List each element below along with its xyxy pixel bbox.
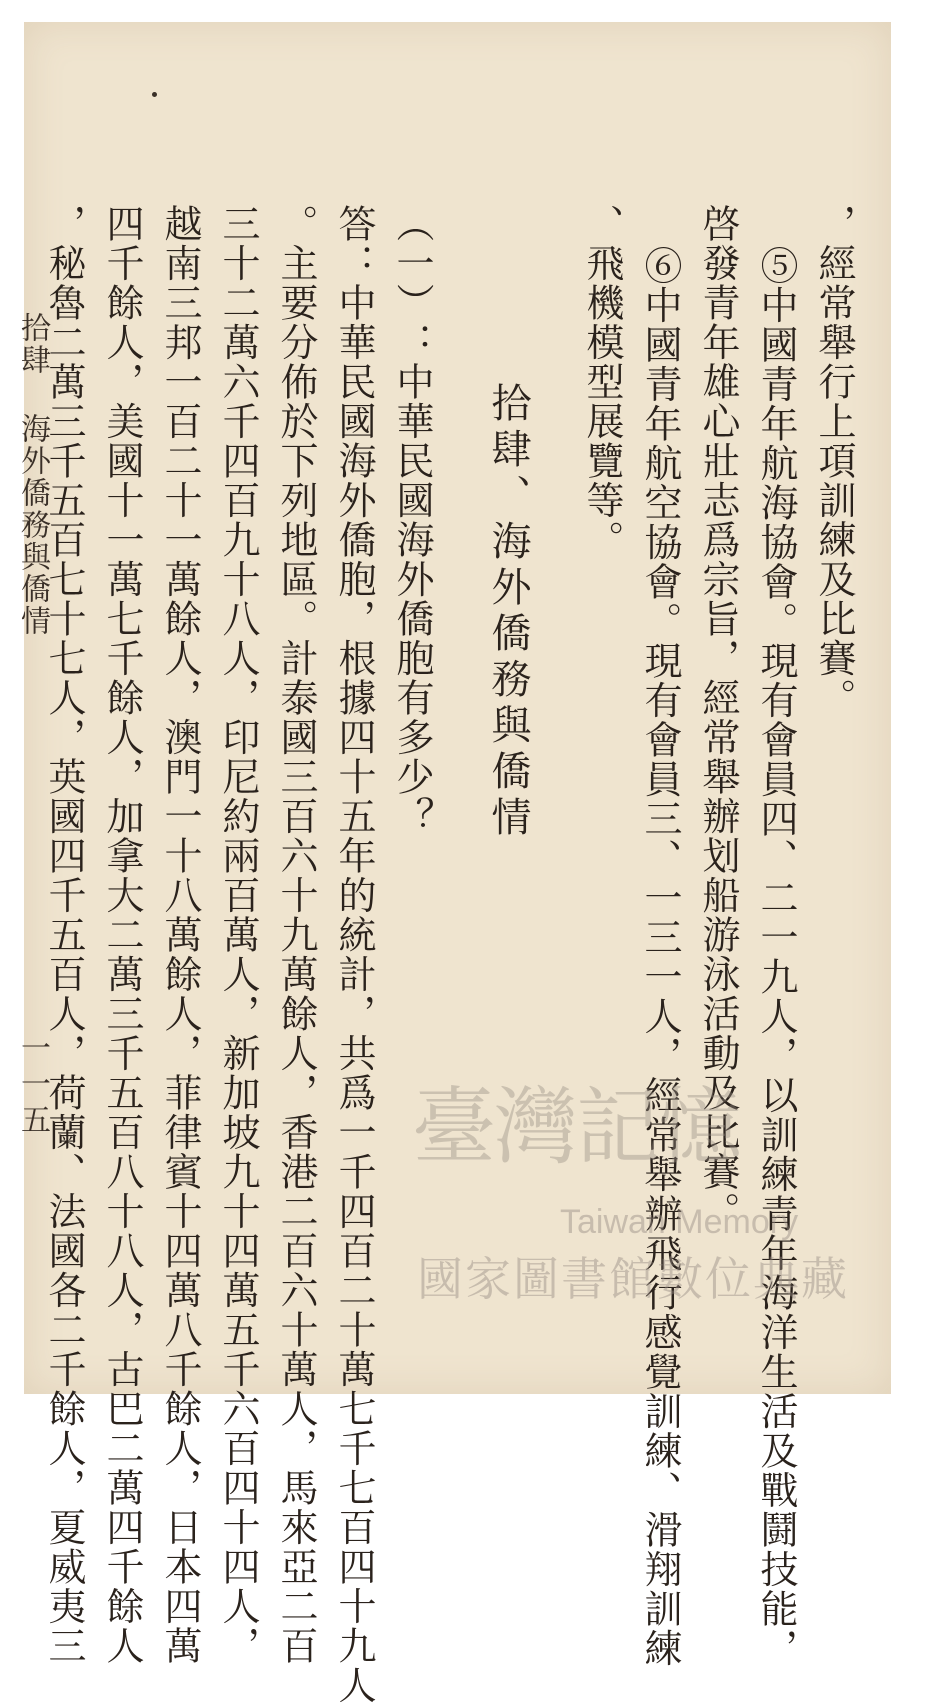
text-line-1: ，經常舉行上項訓練及比賽。	[812, 204, 856, 718]
text-line-4: ⑥中國青年航空協會。現有會員三、一三一人，經常舉辦飛行感覺訓練、滑翔訓練	[638, 246, 682, 1668]
text-line-2: ⑤中國青年航海協會。現有會員四、二一九人，以訓練青年海洋生活及戰鬪技能，	[754, 246, 798, 1668]
question-line: （一）：中華民國海外僑胞有多少？	[390, 204, 434, 836]
text-line-10: 三十二萬六千四百九十八人，印尼約兩百萬人，新加坡九十四萬五千六百四十四人，	[216, 204, 260, 1666]
ink-dot	[152, 92, 157, 97]
text-line-5: 、飛機模型展覽等。	[580, 204, 624, 560]
text-line-11: 越南三邦一百二十一萬餘人，澳門一十八萬餘人，菲律賓十四萬八千餘人，日本四萬	[158, 204, 202, 1666]
text-line-8: 答：中華民國海外僑胞，根據四十五年的統計，共爲一千四百二十萬七千七百四十九人	[332, 204, 376, 1705]
watermark-english: Taiwan Memory	[560, 1203, 799, 1241]
watermark-org: 國家圖書館數位典藏	[417, 1252, 849, 1306]
text-line-3: 啓發青年雄心壯志爲宗旨，經常舉辦划船游泳活動及比賽。	[696, 204, 740, 1231]
section-title: 拾肆、海外僑務與僑情	[485, 382, 531, 842]
text-line-13: ，秘魯二萬三千五百七十七人，英國四千五百人，荷蘭、法國各二千餘人，夏威夷三	[42, 204, 86, 1666]
page-number: 一一五	[15, 1032, 50, 1140]
text-line-12: 四千餘人，美國十一萬七千餘人，加拿大二萬三千五百八十八人，古巴二萬四千餘人	[100, 204, 144, 1666]
watermark-logo-text: 臺灣記憶	[412, 1078, 741, 1176]
running-head: 拾肆 海外僑務與僑情	[15, 312, 50, 637]
book-page	[15, 22, 891, 1705]
text-line-9: 。主要分佈於下列地區。計泰國三百六十九萬餘人，香港二百六十萬人，馬來亞二百	[274, 204, 318, 1666]
